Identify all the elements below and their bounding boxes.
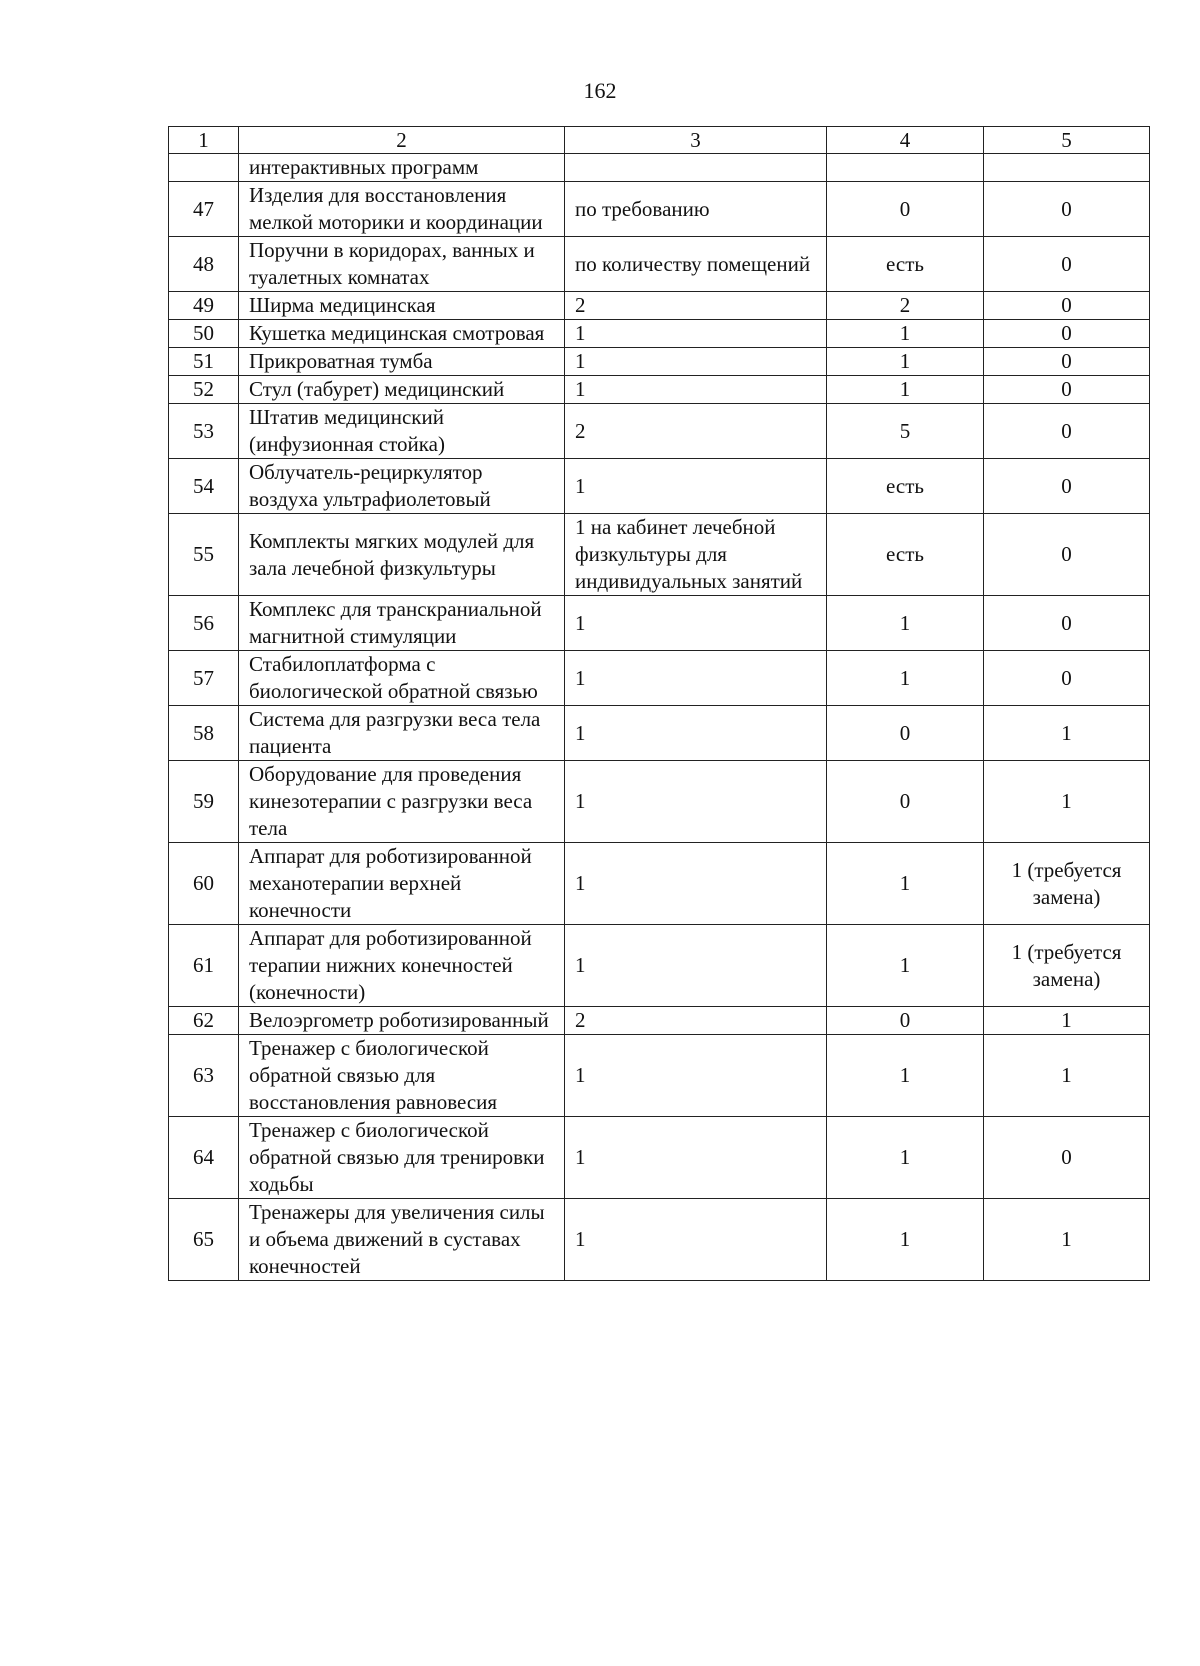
required-quantity-cell: 0	[984, 1117, 1150, 1199]
item-name-cell: Оборудование для проведения кинезотерапии с разгрузки веса тела	[239, 761, 565, 843]
row-number-cell: 58	[169, 706, 239, 761]
table-row	[169, 292, 1150, 320]
standard-quantity-cell: 2	[565, 1007, 827, 1035]
available-quantity-cell: 1	[827, 1035, 984, 1117]
table-row	[169, 1035, 1150, 1117]
required-quantity-cell: 0	[984, 459, 1150, 514]
table-row	[169, 925, 1150, 1007]
item-name-cell: Тренажер с биологической обратной связью для тренировки ходьбы	[239, 1117, 565, 1199]
row-number-cell: 49	[169, 292, 239, 320]
row-number-cell	[169, 154, 239, 182]
standard-quantity-cell: 1	[565, 1035, 827, 1117]
standard-quantity-cell: 1	[565, 925, 827, 1007]
required-quantity-cell: 1	[984, 706, 1150, 761]
item-name-cell: Тренажер с биологической обратной связью для восстановления равновесия	[239, 1035, 565, 1117]
row-number-cell: 48	[169, 237, 239, 292]
standard-quantity-cell: 1	[565, 1199, 827, 1281]
row-number-cell: 63	[169, 1035, 239, 1117]
header-cell: 3	[565, 127, 827, 154]
table-row	[169, 514, 1150, 596]
table-row	[169, 1117, 1150, 1199]
available-quantity-cell: 1	[827, 925, 984, 1007]
available-quantity-cell: 0	[827, 706, 984, 761]
header-cell: 4	[827, 127, 984, 154]
page-number: 162	[583, 78, 617, 103]
item-name-cell: Велоэргометр роботизированный	[239, 1007, 565, 1035]
row-number-cell: 60	[169, 843, 239, 925]
item-name-cell: Комплекс для транскраниальной магнитной стимуляции	[239, 596, 565, 651]
table-row	[169, 154, 1150, 182]
available-quantity-cell: есть	[827, 237, 984, 292]
table-row	[169, 761, 1150, 843]
row-number-cell: 50	[169, 320, 239, 348]
table-row	[169, 706, 1150, 761]
table-row	[169, 348, 1150, 376]
required-quantity-cell: 0	[984, 320, 1150, 348]
table-row	[169, 404, 1150, 459]
standard-quantity-cell: 1	[565, 843, 827, 925]
available-quantity-cell: 2	[827, 292, 984, 320]
row-number-cell: 64	[169, 1117, 239, 1199]
standard-quantity-cell: 1 на кабинет лечебной физкультуры для индивидуальных занятий	[565, 514, 827, 596]
item-name-cell: Облучатель-рециркулятор воздуха ультрафиолетовый	[239, 459, 565, 514]
table-row	[169, 1199, 1150, 1281]
item-name-cell: Система для разгрузки веса тела пациента	[239, 706, 565, 761]
item-name-cell: Штатив медицинский (инфузионная стойка)	[239, 404, 565, 459]
table-row	[169, 651, 1150, 706]
available-quantity-cell: 1	[827, 1199, 984, 1281]
row-number-cell: 52	[169, 376, 239, 404]
required-quantity-cell: 0	[984, 651, 1150, 706]
item-name-cell: интерактивных программ	[239, 154, 565, 182]
standard-quantity-cell: 2	[565, 404, 827, 459]
required-quantity-cell: 1 (требуется замена)	[984, 843, 1150, 925]
row-number-cell: 51	[169, 348, 239, 376]
header-cell: 1	[169, 127, 239, 154]
available-quantity-cell: 1	[827, 843, 984, 925]
standard-quantity-cell: 1	[565, 706, 827, 761]
available-quantity-cell: 1	[827, 376, 984, 404]
row-number-cell: 56	[169, 596, 239, 651]
required-quantity-cell: 1	[984, 1199, 1150, 1281]
row-number-cell: 47	[169, 182, 239, 237]
available-quantity-cell: 0	[827, 182, 984, 237]
standard-quantity-cell: 1	[565, 320, 827, 348]
required-quantity-cell: 0	[984, 348, 1150, 376]
item-name-cell: Прикроватная тумба	[239, 348, 565, 376]
item-name-cell: Тренажеры для увеличения силы и объема движений в суставах конечностей	[239, 1199, 565, 1281]
required-quantity-cell: 0	[984, 182, 1150, 237]
standard-quantity-cell: 2	[565, 292, 827, 320]
required-quantity-cell: 0	[984, 292, 1150, 320]
available-quantity-cell: есть	[827, 514, 984, 596]
table-row	[169, 596, 1150, 651]
row-number-cell: 53	[169, 404, 239, 459]
standard-quantity-cell	[565, 154, 827, 182]
table-row	[169, 182, 1150, 237]
available-quantity-cell: 0	[827, 1007, 984, 1035]
item-name-cell: Аппарат для роботизированной терапии нижних конечностей (конечности)	[239, 925, 565, 1007]
item-name-cell: Стабилоплатформа с биологической обратной связью	[239, 651, 565, 706]
required-quantity-cell	[984, 154, 1150, 182]
standard-quantity-cell: 1	[565, 651, 827, 706]
standard-quantity-cell: 1	[565, 596, 827, 651]
item-name-cell: Изделия для восстановления мелкой моторики и координации	[239, 182, 565, 237]
row-number-cell: 65	[169, 1199, 239, 1281]
available-quantity-cell: 1	[827, 1117, 984, 1199]
table-row	[169, 1007, 1150, 1035]
required-quantity-cell: 1	[984, 1035, 1150, 1117]
header-cell: 5	[984, 127, 1150, 154]
available-quantity-cell: есть	[827, 459, 984, 514]
row-number-cell: 62	[169, 1007, 239, 1035]
required-quantity-cell: 1 (требуется замена)	[984, 925, 1150, 1007]
available-quantity-cell: 1	[827, 596, 984, 651]
standard-quantity-cell: 1	[565, 1117, 827, 1199]
required-quantity-cell: 0	[984, 376, 1150, 404]
table-row	[169, 237, 1150, 292]
row-number-cell: 57	[169, 651, 239, 706]
standard-quantity-cell: 1	[565, 761, 827, 843]
item-name-cell: Ширма медицинская	[239, 292, 565, 320]
standard-quantity-cell: 1	[565, 459, 827, 514]
standard-quantity-cell: по количеству помещений	[565, 237, 827, 292]
item-name-cell: Кушетка медицинская смотровая	[239, 320, 565, 348]
item-name-cell: Комплекты мягких модулей для зала лечебной физкультуры	[239, 514, 565, 596]
table-row	[169, 843, 1150, 925]
standard-quantity-cell: 1	[565, 348, 827, 376]
required-quantity-cell: 1	[984, 1007, 1150, 1035]
available-quantity-cell: 5	[827, 404, 984, 459]
available-quantity-cell: 1	[827, 651, 984, 706]
item-name-cell: Стул (табурет) медицинский	[239, 376, 565, 404]
required-quantity-cell: 1	[984, 761, 1150, 843]
table-header-row	[169, 127, 1150, 154]
equipment-table	[168, 126, 1150, 1281]
row-number-cell: 61	[169, 925, 239, 1007]
row-number-cell: 55	[169, 514, 239, 596]
item-name-cell: Поручни в коридорах, ванных и туалетных комнатах	[239, 237, 565, 292]
required-quantity-cell: 0	[984, 596, 1150, 651]
table-row	[169, 459, 1150, 514]
header-cell: 2	[239, 127, 565, 154]
available-quantity-cell: 1	[827, 320, 984, 348]
standard-quantity-cell: по требованию	[565, 182, 827, 237]
item-name-cell: Аппарат для роботизированной механотерапии верхней конечности	[239, 843, 565, 925]
row-number-cell: 59	[169, 761, 239, 843]
available-quantity-cell	[827, 154, 984, 182]
required-quantity-cell: 0	[984, 404, 1150, 459]
required-quantity-cell: 0	[984, 237, 1150, 292]
required-quantity-cell: 0	[984, 514, 1150, 596]
table-row	[169, 320, 1150, 348]
row-number-cell: 54	[169, 459, 239, 514]
available-quantity-cell: 0	[827, 761, 984, 843]
standard-quantity-cell: 1	[565, 376, 827, 404]
table-row	[169, 376, 1150, 404]
available-quantity-cell: 1	[827, 348, 984, 376]
